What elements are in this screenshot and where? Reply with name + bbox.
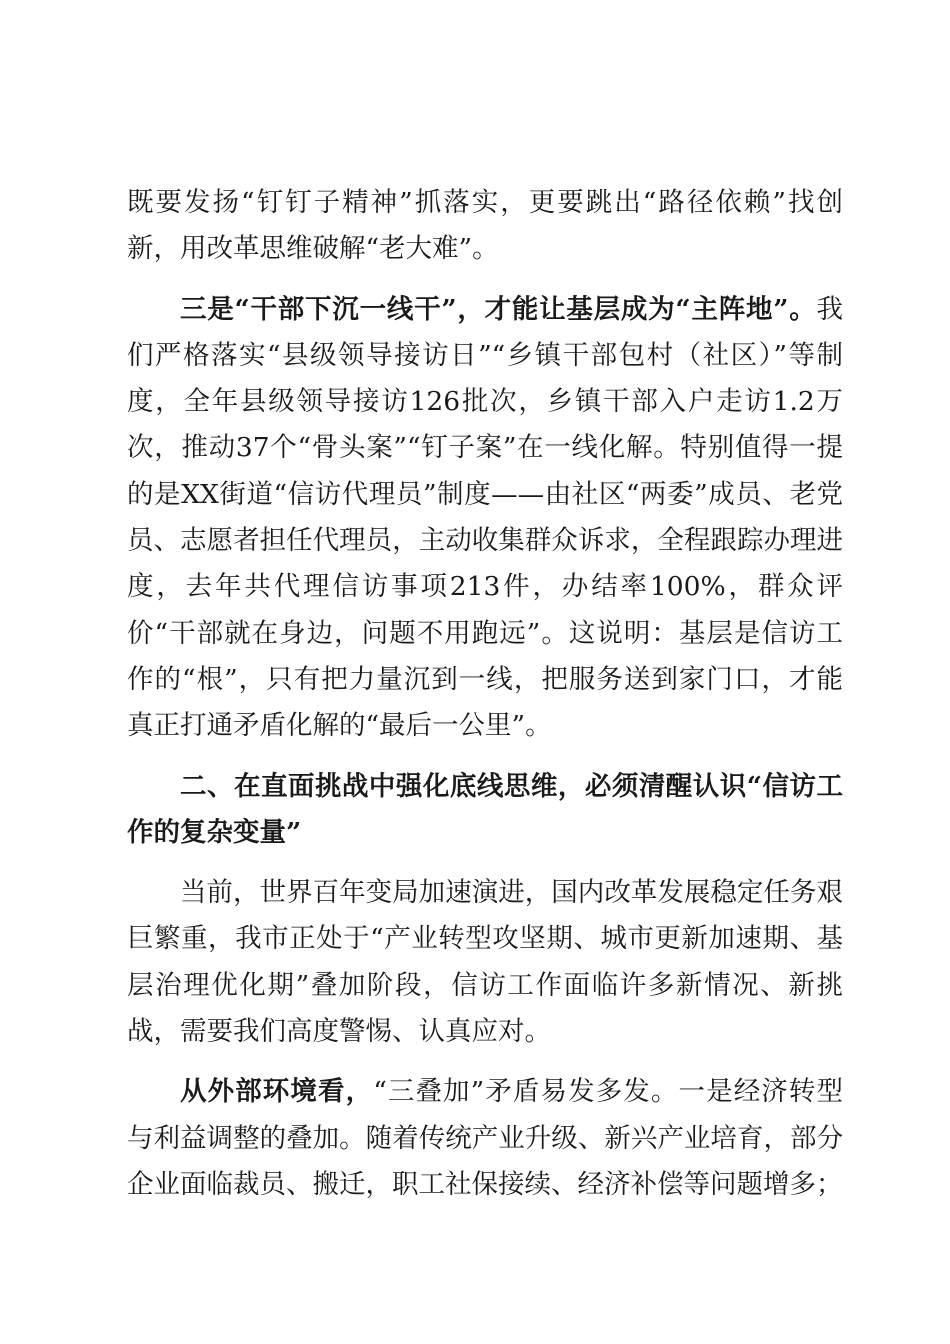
paragraph-lead-bold: 三是“干部下沉一线干”，才能让基层成为“主阵地”。 xyxy=(180,293,817,325)
section-heading: 二、在直面挑战中强化底线思维，必须清醒认识“信访工作的复杂变量” xyxy=(127,770,843,848)
paragraph-body-text: “三叠加”矛盾易发多发。一是经济转型与利益调整的叠加。随着传统产业升级、新兴产业培育，部分企业面临裁员、搬迁，职工社保接续、经济补偿等问题增多； xyxy=(127,1076,843,1200)
paragraph-lead-bold: 从外部环境看， xyxy=(180,1076,374,1108)
paragraph-cadres-frontline xyxy=(127,287,843,750)
paragraph-current-situation: 当前，世界百年变局加速演进，国内改革发展稳定任务艰巨繁重，我市正处于“产业转型攻坚期、城市更新加速期、基层治理优化期”叠加阶段，信访工作面临许多新情况、新挑战，需要我们高度警惕、认真应对。 xyxy=(127,877,843,1048)
paragraph-continued: 既要发扬“钉钉子精神”抓落实，更要跳出“路径依赖”找创新，用改革思维破解“老大难”。 xyxy=(127,187,843,265)
paragraph-body-text: 我们严格落实“县级领导接访日”“乡镇干部包村（社区）”等制度，全年县级领导接访126批次，乡镇干部入户走访1.2万次，推动37个“骨头案”“钉子案”在一线化解。特别值得一提的是XX街道“信访代理员”制度——由社区“两委”成员、老党员、志愿者担任代理员，主动收集群众诉求，全程跟踪办理进度，去年共代理信访事项213件，办结率100%，群众评价“干部就在身边，问题不用跑远”。这说明：基层是信访工作的“根”，只有把力量沉到一线，把服务送到家门口，才能真正打通矛盾化解的“最后一公里”。 xyxy=(127,293,843,742)
document-body xyxy=(127,180,843,1208)
paragraph-external-environment xyxy=(127,1069,843,1208)
